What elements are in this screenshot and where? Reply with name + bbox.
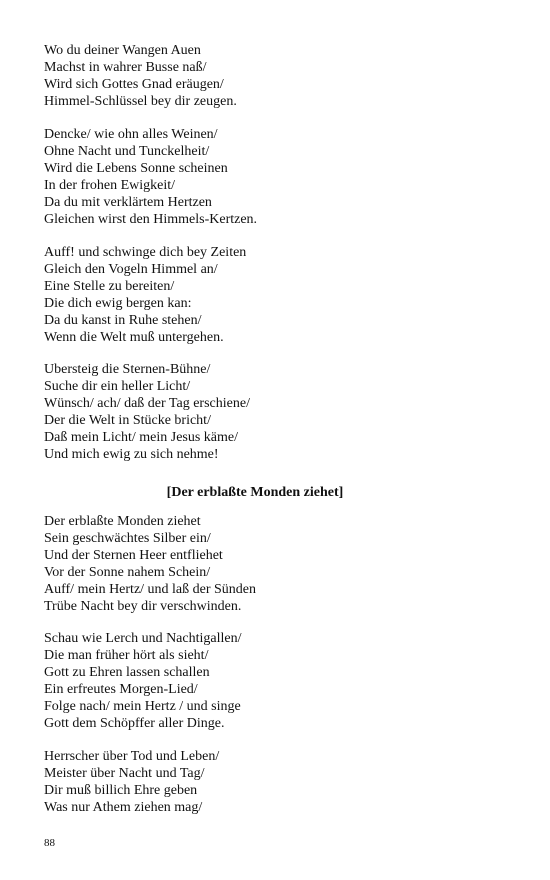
verse-line: Vor der Sonne nahem Schein/ bbox=[44, 565, 211, 580]
verse-line: In der frohen Ewigkeit/ bbox=[44, 178, 176, 193]
stanza-1 bbox=[44, 42, 514, 110]
verse-line: Wird die Lebens Sonne scheinen bbox=[44, 161, 228, 176]
verse-line: Da du mit verklärtem Hertzen bbox=[44, 195, 212, 210]
verse-line: Sein geschwächtes Silber ein/ bbox=[44, 531, 211, 546]
verse-line: Da du kanst in Ruhe stehen/ bbox=[44, 313, 202, 328]
verse-line: Wird sich Gottes Gnad eräugen/ bbox=[44, 77, 224, 92]
verse-line: Gott dem Schöpffer aller Dinge. bbox=[44, 716, 225, 731]
verse-line: Die dich ewig bergen kan: bbox=[44, 296, 192, 311]
verse-line: Gott zu Ehren lassen schallen bbox=[44, 665, 210, 680]
verse-line: Suche dir ein heller Licht/ bbox=[44, 379, 191, 394]
verse-line: Gleich den Vogeln Himmel an/ bbox=[44, 262, 218, 277]
stanza-4 bbox=[44, 361, 514, 463]
verse-line: Gleichen wirst den Himmels-Kertzen. bbox=[44, 212, 258, 227]
verse-line: Wünsch/ ach/ daß der Tag erschiene/ bbox=[44, 396, 250, 411]
verse-line: Machst in wahrer Busse naß/ bbox=[44, 60, 207, 75]
verse-line: Wenn die Welt muß untergehen. bbox=[44, 330, 224, 345]
stanza-7 bbox=[44, 748, 514, 816]
verse-line: Und der Sternen Heer entfliehet bbox=[44, 548, 223, 563]
verse-line: Schau wie Lerch und Nachtigallen/ bbox=[44, 631, 242, 646]
verse-line: Trübe Nacht bey dir verschwinden. bbox=[44, 599, 242, 614]
verse-line: Die man früher hört als sieht/ bbox=[44, 648, 209, 663]
verse-line: Was nur Athem ziehen mag/ bbox=[44, 800, 203, 815]
verse-line: Folge nach/ mein Hertz / und singe bbox=[44, 699, 241, 714]
verse-line: Auff! und schwinge dich bey Zeiten bbox=[44, 245, 247, 260]
verse-line: Dir muß billich Ehre geben bbox=[44, 783, 198, 798]
verse-line: Ubersteig die Sternen-Bühne/ bbox=[44, 362, 211, 377]
verse-line: Meister über Nacht und Tag/ bbox=[44, 766, 205, 781]
verse-line: Eine Stelle zu bereiten/ bbox=[44, 279, 175, 294]
verse-line: Auff/ mein Hertz/ und laß der Sünden bbox=[44, 582, 257, 597]
verse-line: Der die Welt in Stücke bricht/ bbox=[44, 413, 211, 428]
stanza-3 bbox=[44, 244, 514, 346]
stanza-6 bbox=[44, 630, 514, 732]
verse-line: Der erblaßte Monden ziehet bbox=[44, 514, 201, 529]
verse-line: Herrscher über Tod und Leben/ bbox=[44, 749, 220, 764]
verse-line: Wo du deiner Wangen Auen bbox=[44, 43, 201, 58]
verse-line: Daß mein Licht/ mein Jesus käme/ bbox=[44, 430, 239, 445]
page-number: 88 bbox=[44, 837, 55, 849]
stanza-5 bbox=[44, 513, 514, 615]
verse-line: Himmel-Schlüssel bey dir zeugen. bbox=[44, 94, 237, 109]
verse-line: Ein erfreutes Morgen-Lied/ bbox=[44, 682, 198, 697]
poem-heading: [Der erblaßte Monden ziehet] bbox=[166, 485, 344, 500]
stanza-2 bbox=[44, 126, 514, 228]
verse-line: Ohne Nacht und Tunckelheit/ bbox=[44, 144, 210, 159]
verse-line: Und mich ewig zu sich nehme! bbox=[44, 447, 219, 462]
verse-line: Dencke/ wie ohn alles Weinen/ bbox=[44, 127, 218, 142]
